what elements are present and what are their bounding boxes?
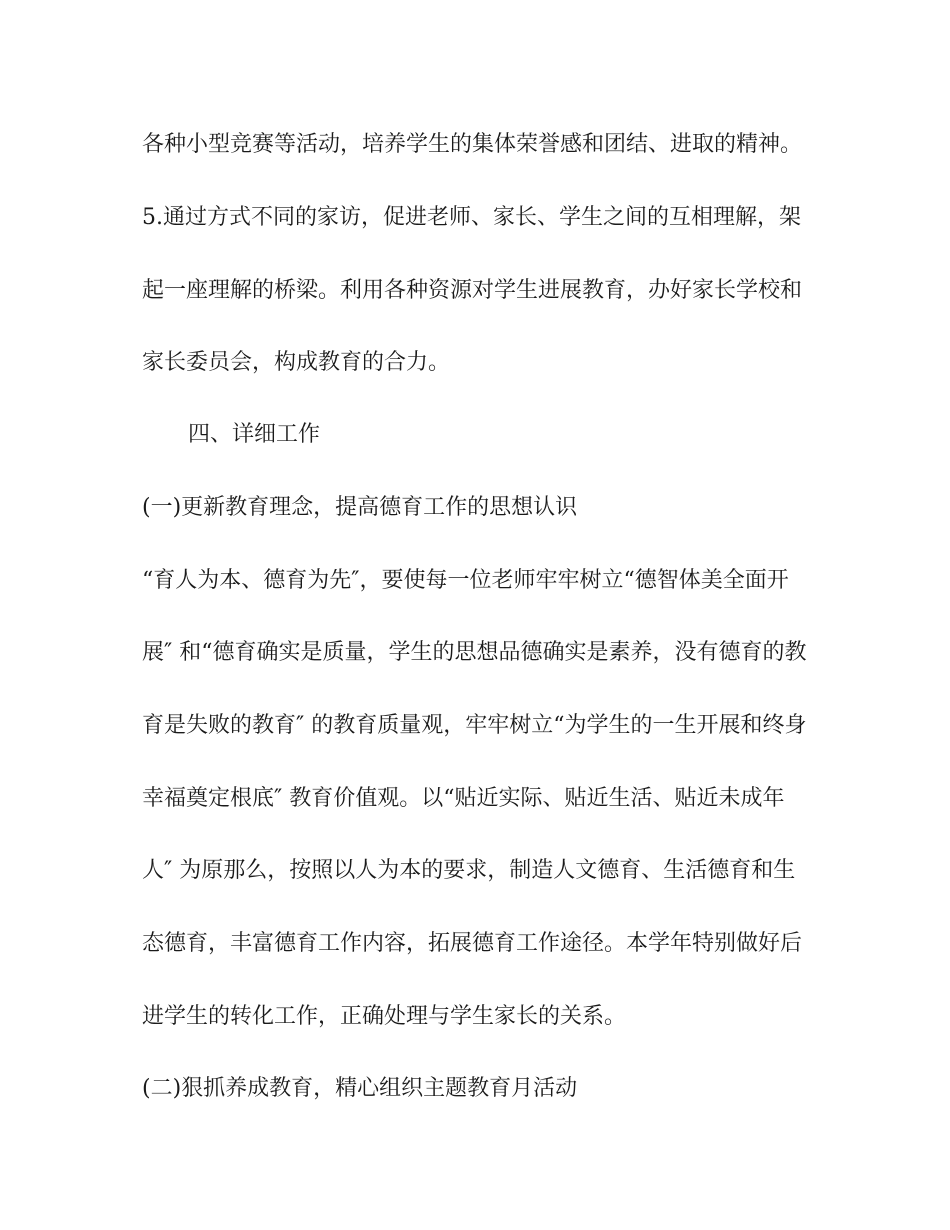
paragraph-line: 态德育，丰富德育工作内容，拓展德育工作途径。本学年特别做好后 [142, 931, 803, 956]
paragraph-line: 各种小型竞赛等活动，培养学生的集体荣誉感和团结、进取的精神。 [142, 132, 803, 157]
paragraph-line: 5.通过方式不同的家访，促进老师、家长、学生之间的互相理解，架 [142, 205, 801, 230]
subsection-heading: (二)狠抓养成教育，精心组织主题教育月活动 [142, 1076, 578, 1101]
paragraph-line: 起一座理解的桥梁。利用各种资源对学生进展教育，办好家长学校和 [142, 278, 803, 303]
paragraph-line: 家长委员会，构成教育的合力。 [142, 350, 451, 375]
paragraph-line: 进学生的转化工作，正确处理与学生家长的关系。 [142, 1004, 627, 1029]
paragraph-line: 展″ 和“德育确实是质量，学生的思想品德确实是素养，没有德育的教 [142, 640, 807, 665]
paragraph-line: “育人为本、德育为先″，要使每一位老师牢牢树立“德智体美全面开 [142, 568, 789, 593]
section-heading: 四、详细工作 [188, 422, 321, 447]
paragraph-line: 幸福奠定根底″ 教育价值观。以“贴近实际、贴近生活、贴近未成年 [142, 786, 785, 811]
paragraph-line: 人″ 为原那么，按照以人为本的要求，制造人文德育、生活德育和生 [142, 858, 796, 883]
paragraph-line: 育是失败的教育″ 的教育质量观，牢牢树立“为学生的一生开展和终身 [142, 713, 807, 738]
subsection-heading: (一)更新教育理念，提高德育工作的思想认识 [142, 495, 578, 520]
